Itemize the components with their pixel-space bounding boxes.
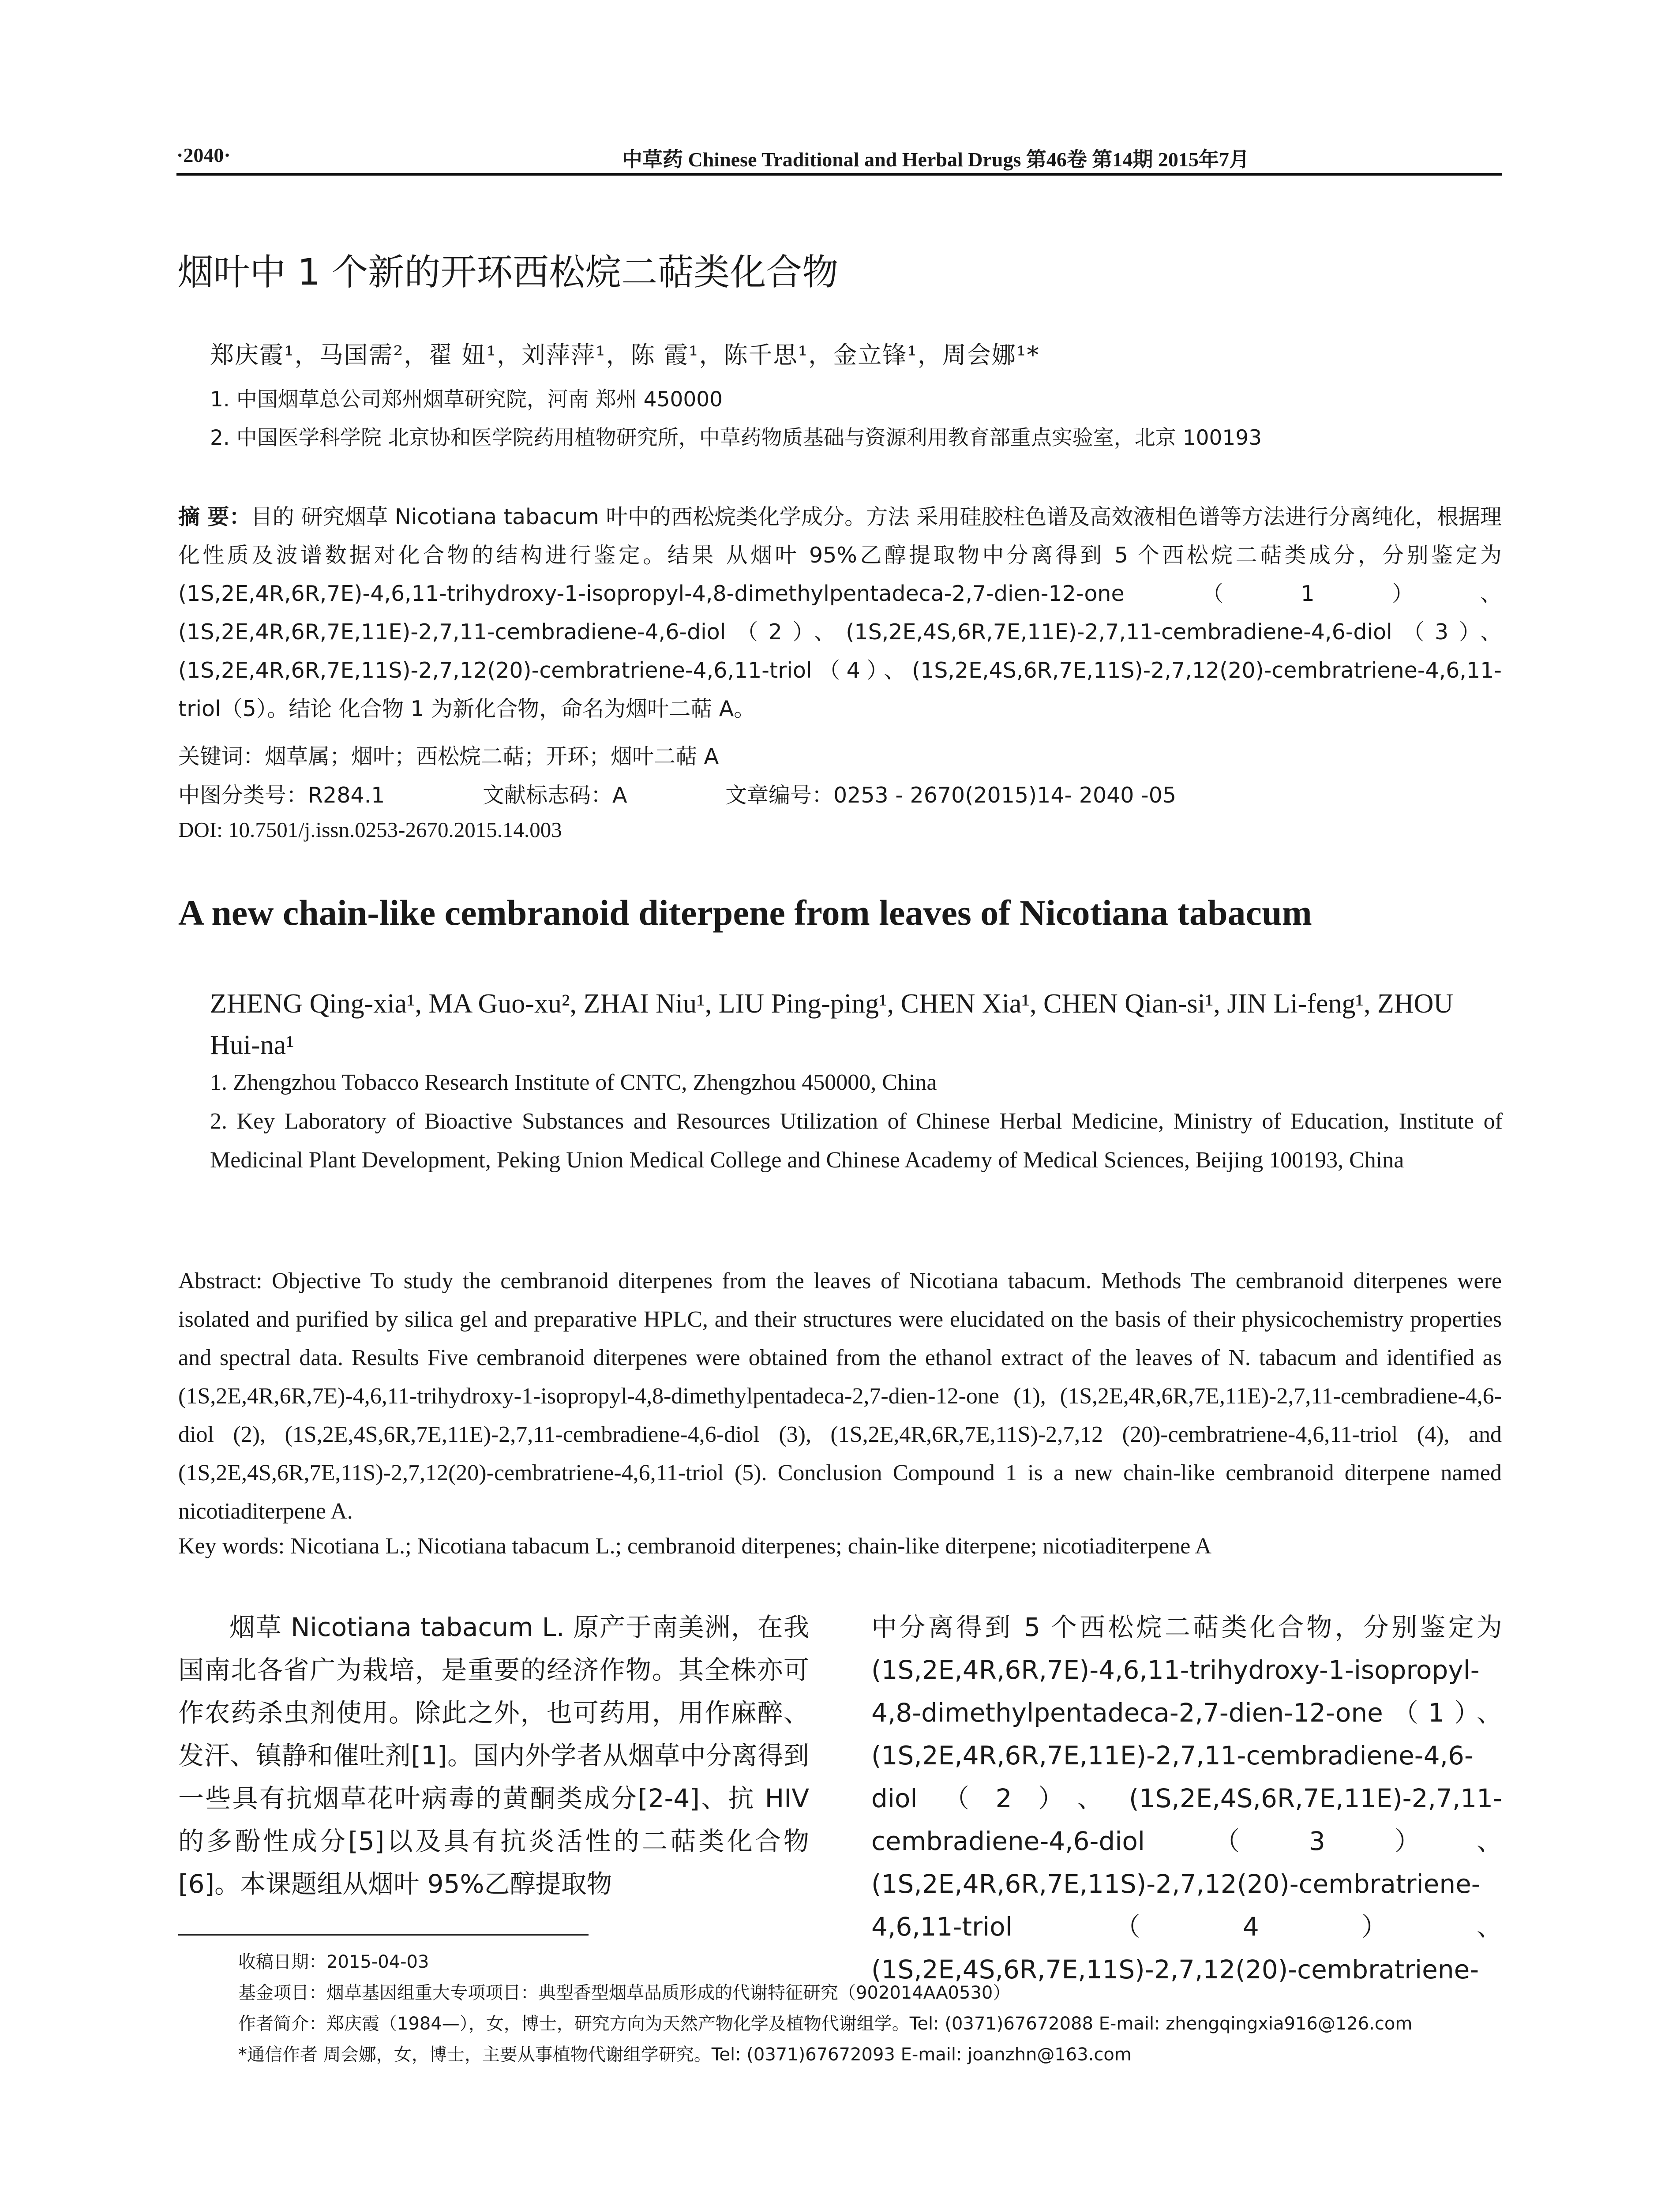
body-left-text: 烟草 Nicotiana tabacum L. 原产于南美洲，在我国南北各省广为栽培，是重要的经济作物。其全株亦可作农药杀虫剂使用。除此之外，也可药用，用作麻醉、发汗、镇静和催吐剂[1]。国内外学者从烟草中分离得到一些具有抗烟草花叶病毒的黄酮类成分[2-4]、抗 HIV 的多酚性成分[5]以及具有抗炎活性的二萜类化合物[6]。本课题组从烟叶 95%乙醇提取物 bbox=[178, 1612, 809, 1899]
english-affiliation-2: 2. Key Laboratory of Bioactive Substances and Resources Utilization of Chinese Herbal Medicine, Ministry of Education, Institute of Medicinal Plant Development, Peking Union Medical College and Chinese Academy of Medical Sciences, Beijing 100193, China bbox=[210, 1109, 1503, 1173]
footnote-fund: 基金项目：烟草基因组重大专项项目：典型香型烟草品质形成的代谢特征研究（902014AA0530） bbox=[238, 1983, 1011, 2003]
english-abstract: Abstract: Objective To study the cembranoid diterpenes from the leaves of Nicotiana tabacum. Methods The cembranoid diterpenes were isolated and purified by silica gel and preparative HPLC, and their structures were elucidated on the basis of their physicochemistry properties and spectral data. Results Five cembranoid diterpenes were obtained from the ethanol extract of the leaves of N. tabacum and identified as (1S,2E,4R,6R,7E)-4,6,11-trihydroxy-1-isopropyl-4,8-dimethylpentadeca-2,7-dien-12-one (1), (1S,2E,4R,6R,7E,11E)-2,7,11-cembradiene-4,6-diol (2), (1S,2E,4S,6R,7E,11E)-2,7,11-cembradiene-4,6-diol (3), (1S,2E,4R,6R,7E,11S)-2,7,12 (20)-cembratriene-4,6,11-triol (4), and (1S,2E,4S,6R,7E,11S)-2,7,12(20)-cembratriene-4,6,11-triol (5). Conclusion Compound 1 is a new chain-like cembranoid diterpene named nicotiaditerpene A. bbox=[178, 1268, 1502, 1524]
doi: DOI: 10.7501/j.issn.0253-2670.2015.14.003 bbox=[178, 818, 562, 842]
english-authors: ZHENG Qing-xia¹, MA Guo-xu², ZHAI Niu¹, LIU Ping-ping¹, CHEN Xia¹, CHEN Qian-si¹, JIN Li-feng¹, ZHOU Hui-na¹ bbox=[210, 989, 1454, 1060]
clc-number: 中图分类号：R284.1 bbox=[178, 783, 385, 808]
chinese-title: 烟叶中 1 个新的开环西松烷二萜类化合物 bbox=[177, 251, 839, 293]
running-header bbox=[176, 143, 1504, 174]
english-keywords: Key words: Nicotiana L.; Nicotiana tabacum L.; cembranoid diterpenes; chain-like diterpene; nicotiaditerpene A bbox=[178, 1534, 1212, 1559]
chinese-affiliation-2: 2. 中国医学科学院 北京协和医学院药用植物研究所，中草药物质基础与资源利用教育部重点实验室，北京 100193 bbox=[210, 426, 1262, 450]
article-number: 文章编号：0253 - 2670(2015)14- 2040 -05 bbox=[725, 783, 1177, 808]
body-right-text: 中分离得到 5 个西松烷二萜类化合物，分别鉴定为 (1S,2E,4R,6R,7E)-4,6,11-trihydroxy-1-isopropyl-4,8-dimethylpentadeca-2,7-dien-12-one（1）、(1S,2E,4R,6R,7E,11E)-2,7,11-cembradiene-4,6-diol（2）、(1S,2E,4S,6R,7E,11E)-2,7,11-cembradiene-4,6-diol（3）、(1S,2E,4R,6R,7E,11S)-2,7,12(20)-cembratriene-4,6,11-triol（4）、(1S,2E,4S,6R,7E,11S)-2,7,12(20)-cembratriene- bbox=[871, 1612, 1502, 1985]
chinese-authors: 郑庆霞¹，马国需²，翟 妞¹，刘萍萍¹，陈 霞¹，陈千思¹，金立锋¹，周会娜¹* bbox=[210, 341, 1040, 369]
document-code: 文献标志码：A bbox=[483, 783, 627, 808]
footnote-received: 收稿日期：2015-04-03 bbox=[238, 1952, 429, 1972]
english-affiliation-1: 1. Zhengzhou Tobacco Research Institute of CNTC, Zhengzhou 450000, China bbox=[210, 1070, 937, 1095]
footnote-corresponding: *通信作者 周会娜，女，博士，主要从事植物代谢组学研究。Tel: (0371)67672093 E-mail: joanzhn@163.com bbox=[238, 2045, 1132, 2065]
header-rule bbox=[176, 173, 1502, 176]
page-number: ·2040· bbox=[176, 144, 231, 166]
body-column-left bbox=[178, 1606, 809, 1906]
journal-info: 中草药 Chinese Traditional and Herbal Drugs 第46卷 第14期 2015年7月 bbox=[622, 148, 1249, 171]
classification-line bbox=[178, 778, 1176, 809]
body-column-right bbox=[871, 1606, 1502, 1991]
chinese-keywords: 关键词：烟草属；烟叶；西松烷二萜；开环；烟叶二萜 A bbox=[178, 744, 719, 769]
chinese-affiliation-1: 1. 中国烟草总公司郑州烟草研究院，河南 郑州 450000 bbox=[210, 387, 723, 412]
english-title: A new chain-like cembranoid diterpene from leaves of Nicotiana tabacum bbox=[178, 893, 1312, 933]
chinese-abstract bbox=[178, 498, 1502, 728]
chinese-abstract-text: 目的 研究烟草 Nicotiana tabacum 叶中的西松烷类化学成分。方法 采用硅胶柱色谱及高效液相色谱等方法进行分离纯化，根据理化性质及波谱数据对化合物的结构进行鉴定。结果 从烟叶 95%乙醇提取物中分离得到 5 个西松烷二萜类成分，分别鉴定为 (1S,2E,4R,6R,7E)-4,6,11-trihydroxy-1-isopropyl-4,8-dimethylpentadeca-2,7-dien-12-one（1）、(1S,2E,4R,6R,7E,11E)-2,7,11-cembradiene-4,6-diol（2）、(1S,2E,4S,6R,7E,11E)-2,7,11-cembradiene-4,6-diol（3）、(1S,2E,4R,6R,7E,11S)-2,7,12(20)-cembratriene-4,6,11-triol（4）、(1S,2E,4S,6R,7E,11S)-2,7,12(20)-cembratriene-4,6,11-triol（5）。结论 化合物 1 为新化合物，命名为烟叶二萜 A。 bbox=[178, 504, 1502, 721]
footnote-author-bio: 作者简介：郑庆霞（1984—），女，博士，研究方向为天然产物化学及植物代谢组学。Tel: (0371)67672088 E-mail: zhengqingxia916@126.com bbox=[238, 2014, 1413, 2034]
footnote-rule bbox=[178, 1934, 589, 1936]
chinese-abstract-label: 摘 要： bbox=[178, 504, 251, 529]
